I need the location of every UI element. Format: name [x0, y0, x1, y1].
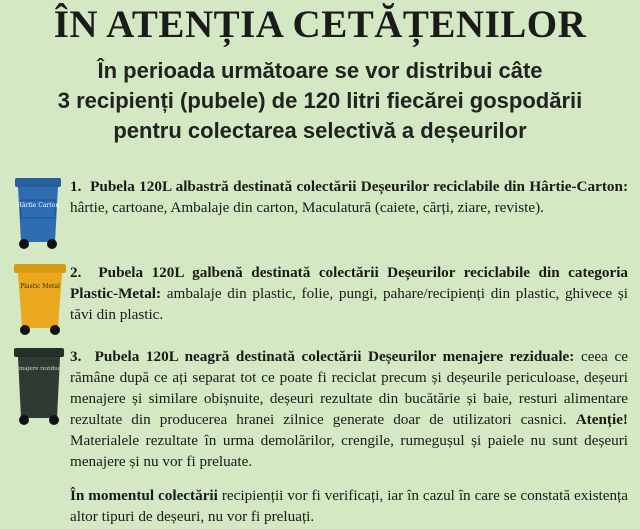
item-body-2: Materialele rezultate în urma demolărilor, crengile, rumegușul și paiele nu sunt deșeuri menajere și nu vor fi preluate. [70, 432, 628, 470]
item-lead: Pubela 120L galbenă destinată colectării Deșeurilor reciclabile din categoria Plastic-Metal: [70, 264, 629, 302]
final-lead: În momentul colectării [70, 487, 218, 504]
yellow-bin-icon [12, 262, 68, 336]
item-body: hârtie, cartoane, Ambalaje din carton, Maculatură (caiete, cărți, ziare, reviste). [70, 199, 544, 216]
item-number: 3. [70, 348, 82, 365]
subtitle-line-3: pentru colectarea selectivă a deșeurilor [113, 118, 527, 143]
final-note [70, 485, 628, 527]
item-lead: Pubela 120L albastră destinată colectării Deșeurilor reciclabile din Hârtie-Carton: [90, 178, 629, 195]
bin-label-paper: Hârtie Carton [16, 202, 60, 209]
item-body: ceea ce rămâne după ce ați separat tot ce poate fi reciclat precum și deșeurile periculoase, deșeuri menajere și similare obișnuite, deșeuri rezultate din bucătărie și baie, resturi alimentare rezultate din producerea hranei zilnice generate doar de utilizatori casnici. [70, 348, 628, 428]
item-text-residual [70, 346, 628, 472]
blue-bin-icon [12, 176, 64, 250]
bin-label-plastic: Plastic Metal [20, 283, 60, 290]
black-bin-icon [12, 346, 66, 426]
item-body: ambalaje din plastic, folie, pungi, pahare/recipienți din plastic, ghivece și tăvi din plastic. [70, 285, 628, 323]
subtitle [0, 56, 640, 146]
subtitle-line-1: În perioada următoare se vor distribui câte [97, 58, 543, 83]
final-body: recipienții vor fi verificați, iar în cazul în care se constată existența altor tipuri de deșeuri, nu vor fi preluați. [70, 487, 628, 525]
item-number: 2. [70, 264, 82, 281]
attention-label: Atenție! [575, 411, 628, 428]
page-title: ÎN ATENȚIA CETĂȚENILOR [53, 3, 587, 46]
bin-label-residual: Menajere reziduale [12, 366, 66, 372]
item-lead: Pubela 120L neagră destinată colectării Deșeurilor menajere reziduale: [94, 348, 575, 365]
item-text-paper [70, 176, 628, 218]
item-number: 1. [70, 178, 82, 195]
item-text-plastic [70, 262, 628, 325]
subtitle-line-2: 3 recipienți (pubele) de 120 litri fiecărei gospodării [57, 88, 583, 113]
